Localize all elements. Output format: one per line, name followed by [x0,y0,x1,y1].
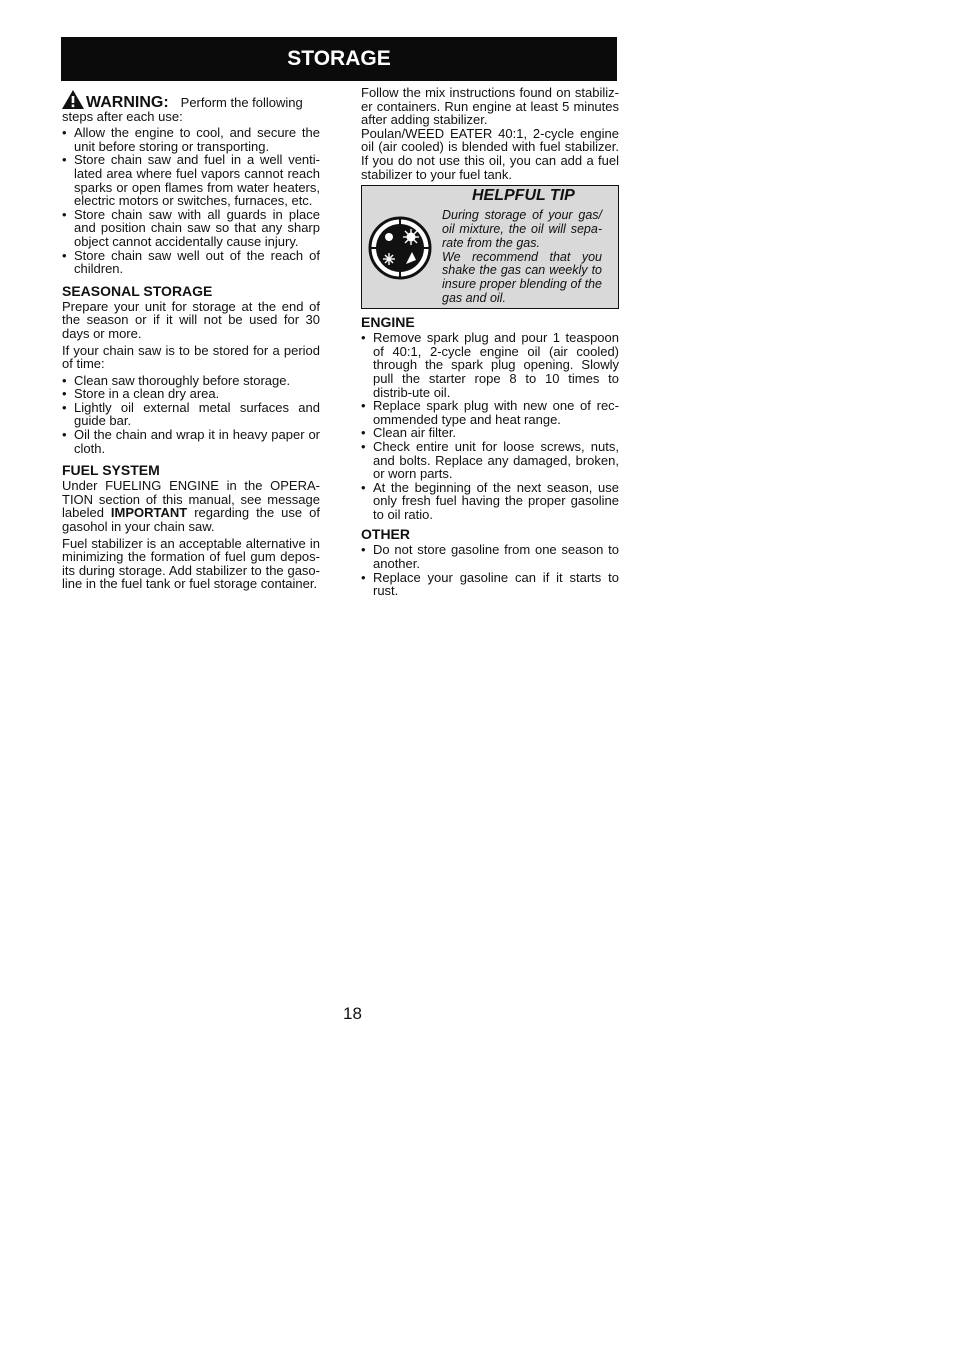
other-list [361,543,619,597]
seasonal-list [62,374,320,456]
list-item: • Store chain saw and fuel in a well venti-lated area where fuel vapors cannot reach sparks or open flames from water heaters, electric motors or switches, furnaces, etc. [62,153,320,207]
warning-triangle-icon [62,90,84,109]
list-item: • Allow the engine to cool, and secure the unit before storing or transporting. [62,126,320,153]
list-item: • Store chain saw well out of the reach of children. [62,249,320,276]
warning-label: WARNING: [86,94,169,111]
important-label: IMPORTANT [110,505,188,521]
warning-intro-cont: steps after each use: [62,108,183,124]
helpful-tip-text [442,209,602,306]
engine-heading: ENGINE [361,314,415,331]
fuel-paragraph: Fuel stabilizer is an acceptable alternative in minimizing the formation of fuel gum depos-its during storage. Add stabilizer to the gaso-line in the fuel tank or fuel storage container. [62,535,320,592]
stabilizer-paragraph: Follow the mix instructions found on stabiliz-er containers. Run engine at least 5 minutes after adding stabilizer. [361,85,619,128]
four-seasons-icon [368,216,432,280]
stabilizer-paragraph: Poulan/WEED EATER 40:1, 2-cycle engine oil (air cooled) is blended with fuel stabilizer. If you do not use this oil, you can add a fuel stabilizer to your fuel tank. [361,125,619,182]
list-item: • Clean saw thoroughly before storage. [62,374,320,388]
right-column [361,86,619,601]
list-item: • Remove spark plug and pour 1 teaspoon of 40:1, 2-cycle engine oil (air cooled) through the spark plug opening. Slowly pull the starter rope 8 to 10 times to distrib-ute oil. [361,331,619,399]
page-title: STORAGE [61,37,617,81]
seasonal-paragraph: Prepare your unit for storage at the end of the season or if it will not be used for 30 days or more. [62,298,320,341]
seasonal-paragraph: If your chain saw is to be stored for a period of time: [62,342,320,372]
left-column [62,86,320,594]
tip-paragraph: We recommend that you shake the gas can weekly to insure proper blending of the gas and oil. [442,249,602,305]
warning-header [62,90,320,110]
engine-list [361,331,619,521]
seasonal-storage-heading: SEASONAL STORAGE [62,282,213,299]
warning-list [62,126,320,276]
list-item: • Lightly oil external metal surfaces and guide bar. [62,401,320,428]
list-item: • Store chain saw with all guards in place and position chain saw so that any sharp object cannot accidentally cause injury. [62,208,320,249]
list-item: • Clean air filter. [361,426,619,440]
list-item: • Oil the chain and wrap it in heavy paper or cloth. [62,428,320,455]
helpful-tip-title: HELPFUL TIP [472,187,575,205]
list-item: • Replace your gasoline can if it starts to rust. [361,571,619,598]
list-item: • Do not store gasoline from one season to another. [361,543,619,570]
fuel-text: regarding the use of gasohol in your chain saw. [62,505,320,535]
tip-paragraph: During storage of your gas/ oil mixture, the oil will sepa-rate from the gas. [442,208,602,250]
list-item: • Replace spark plug with new one of rec-ommended type and heat range. [361,399,619,426]
fuel-system-heading: FUEL SYSTEM [62,462,160,479]
list-item: • Check entire unit for loose screws, nuts, and bolts. Replace any damaged, broken, or worn parts. [361,440,619,481]
other-heading: OTHER [361,526,410,543]
fuel-text: Under FUELING ENGINE in the OPERA-TION section of this manual, see message labeled [62,478,320,521]
list-item: • At the beginning of the next season, use only fresh fuel having the proper gasoline to oil ratio. [361,481,619,522]
warning-intro: Perform the following [180,95,303,110]
fuel-paragraph [62,479,320,533]
list-item: • Store in a clean dry area. [62,387,320,401]
helpful-tip-box [361,185,619,309]
page-number: 18 [343,1004,362,1023]
